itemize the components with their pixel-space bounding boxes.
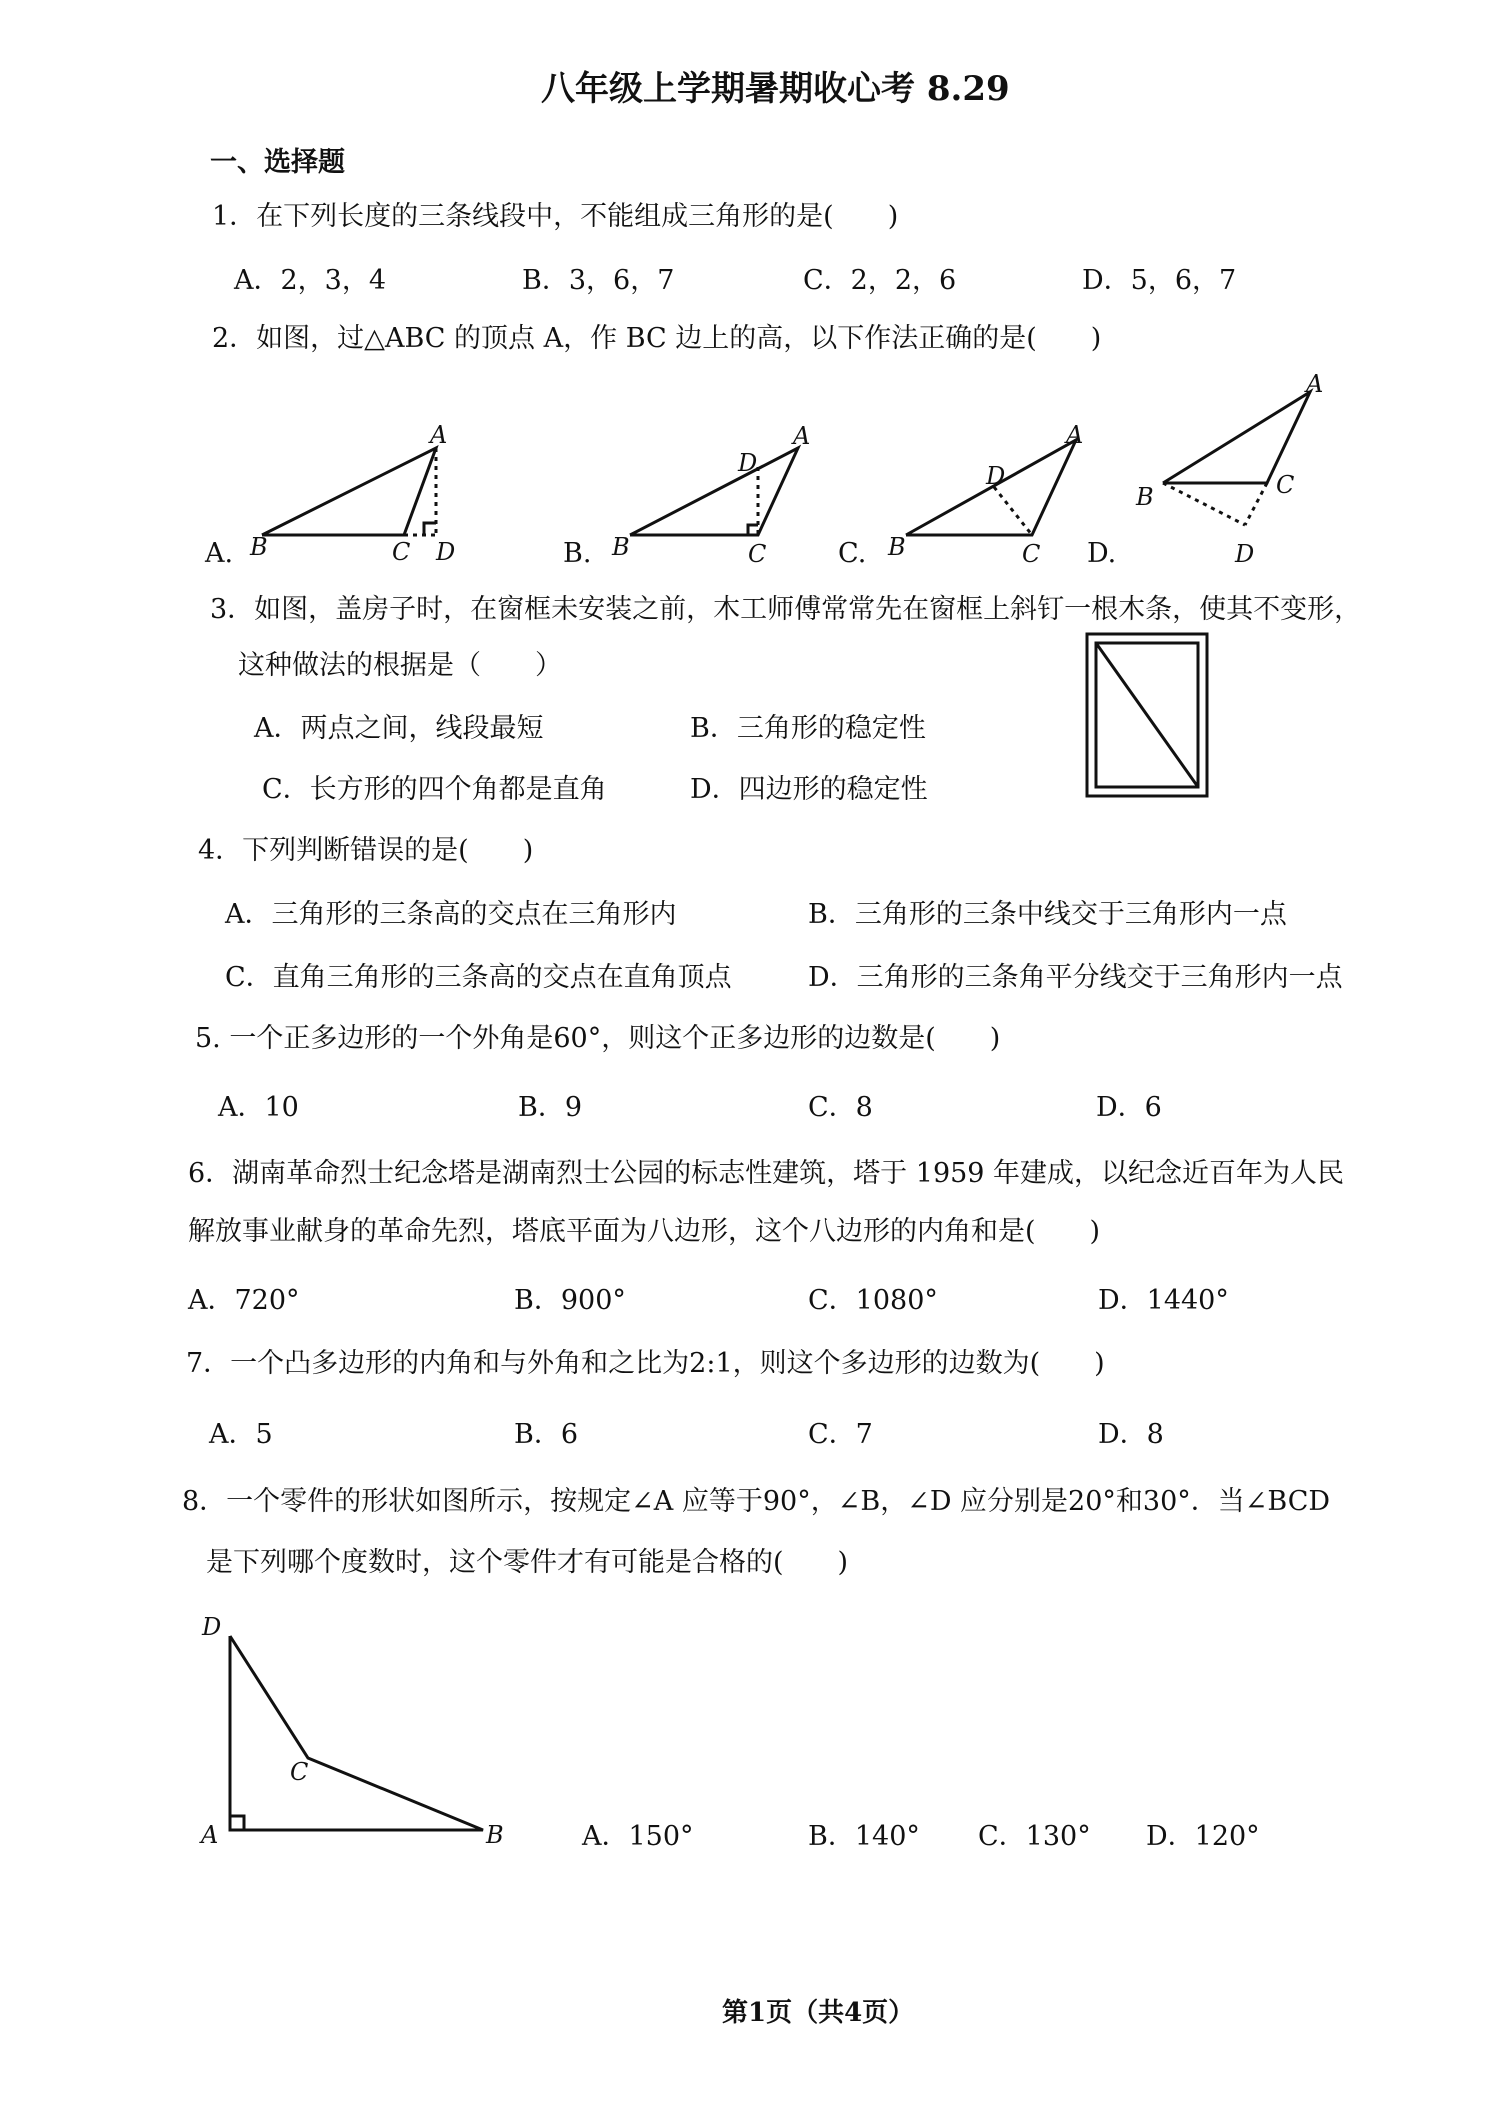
q1-option-b[interactable]: B．3，6，7	[522, 265, 675, 296]
q8-option-a[interactable]: A．150°	[582, 1821, 694, 1852]
q5-option-c[interactable]: C．8	[808, 1092, 873, 1123]
q3-option-a[interactable]: A．两点之间，线段最短	[254, 713, 544, 744]
fig-b-label-c: C	[748, 540, 767, 568]
fig-a-label-d: D	[436, 538, 456, 566]
page-title: 八年级上学期暑期收心考 8.29	[541, 69, 1010, 109]
q7-option-d[interactable]: D．8	[1098, 1419, 1164, 1450]
question-6-line-1: 6．湖南革命烈士纪念塔是湖南烈士公园的标志性建筑，塔于 1959 年建成，以纪念近百年为人民	[188, 1158, 1345, 1189]
fig-c-label-d: D	[986, 462, 1006, 490]
q2-option-a-letter[interactable]: A.	[205, 538, 234, 569]
q8-option-c[interactable]: C．130°	[978, 1821, 1091, 1852]
fig-c-label-b: B	[888, 533, 906, 561]
question-4: 4．下列判断错误的是( )	[198, 835, 534, 866]
fig-b-label-d: D	[738, 449, 758, 477]
question-3-line-2: 这种做法的根据是（ ）	[238, 650, 562, 681]
q7-option-a[interactable]: A．5	[209, 1419, 273, 1450]
fig-a-label-b: B	[250, 533, 268, 561]
question-1: 1．在下列长度的三条线段中，不能组成三角形的是( )	[212, 201, 899, 232]
fig-d-label-c: C	[1276, 471, 1295, 499]
q4-option-a[interactable]: A．三角形的三条高的交点在三角形内	[225, 899, 677, 930]
q4-option-c[interactable]: C．直角三角形的三条高的交点在直角顶点	[225, 962, 732, 993]
q4-option-b[interactable]: B．三角形的三条中线交于三角形内一点	[808, 899, 1287, 930]
q5-option-d[interactable]: D．6	[1096, 1092, 1162, 1123]
fig-b-label-b: B	[612, 533, 630, 561]
q5-option-b[interactable]: B．9	[518, 1092, 583, 1123]
question-6-line-2: 解放事业献身的革命先烈，塔底平面为八边形，这个八边形的内角和是( )	[188, 1216, 1101, 1247]
q1-option-d[interactable]: D．5，6，7	[1082, 265, 1237, 296]
q2-option-d-letter[interactable]: D.	[1087, 538, 1117, 569]
fig-d-label-d: D	[1235, 540, 1255, 568]
q8-label-b: B	[486, 1821, 504, 1849]
q8-option-d[interactable]: D．120°	[1146, 1821, 1260, 1852]
fig-c-label-c: C	[1022, 540, 1041, 568]
q8-label-d: D	[202, 1613, 222, 1641]
question-8-line-1: 8．一个零件的形状如图所示，按规定∠A 应等于90°，∠B，∠D 应分别是20°和30°．当∠BCD	[182, 1486, 1331, 1517]
q3-option-d[interactable]: D．四边形的稳定性	[690, 774, 928, 805]
q5-option-a[interactable]: A．10	[218, 1092, 299, 1123]
q8-label-c: C	[290, 1758, 309, 1786]
fig-c-label-a: A	[1066, 421, 1084, 449]
q4-option-d[interactable]: D．三角形的三条角平分线交于三角形内一点	[808, 962, 1343, 993]
q7-option-c[interactable]: C．7	[808, 1419, 873, 1450]
question-7: 7．一个凸多边形的内角和与外角和之比为2:1，则这个多边形的边数为( )	[186, 1348, 1105, 1379]
fig-a-label-a: A	[430, 421, 448, 449]
page-footer: 第1页（共4页）	[722, 1998, 915, 2028]
q8-part-figure	[200, 1600, 500, 1840]
question-2: 2．如图，过△ABC 的顶点 A，作 BC 边上的高，以下作法正确的是( )	[212, 323, 1102, 354]
q3-option-c[interactable]: C．长方形的四个角都是直角	[262, 774, 607, 805]
q2-option-b-letter[interactable]: B.	[563, 538, 592, 569]
q8-option-b[interactable]: B．140°	[808, 1821, 920, 1852]
q2-option-c-letter[interactable]: C.	[838, 538, 867, 569]
question-8-line-2: 是下列哪个度数时，这个零件才有可能是合格的( )	[206, 1547, 849, 1578]
q6-option-d[interactable]: D．1440°	[1098, 1285, 1229, 1316]
fig-d-label-a: A	[1306, 370, 1324, 398]
q1-option-a[interactable]: A．2，3，4	[234, 265, 387, 296]
question-5: 5. 一个正多边形的一个外角是60°，则这个正多边形的边数是( )	[195, 1023, 1001, 1054]
q6-option-a[interactable]: A．720°	[188, 1285, 300, 1316]
window-frame-figure	[1084, 631, 1210, 799]
q1-option-c[interactable]: C．2，2，6	[803, 265, 957, 296]
fig-b-label-a: A	[793, 422, 811, 450]
q6-option-b[interactable]: B．900°	[514, 1285, 626, 1316]
fig-a-label-c: C	[392, 538, 411, 566]
section-heading: 一、选择题	[210, 147, 345, 178]
q3-option-b[interactable]: B．三角形的稳定性	[690, 713, 926, 744]
question-3-line-1: 3．如图，盖房子时，在窗框未安装之前，木工师傅常常先在窗框上斜钉一根木条，使其不变形，	[210, 594, 1362, 625]
q6-option-c[interactable]: C．1080°	[808, 1285, 938, 1316]
fig-d-label-b: B	[1136, 483, 1154, 511]
q7-option-b[interactable]: B．6	[514, 1419, 579, 1450]
q8-label-a: A	[201, 1821, 219, 1849]
